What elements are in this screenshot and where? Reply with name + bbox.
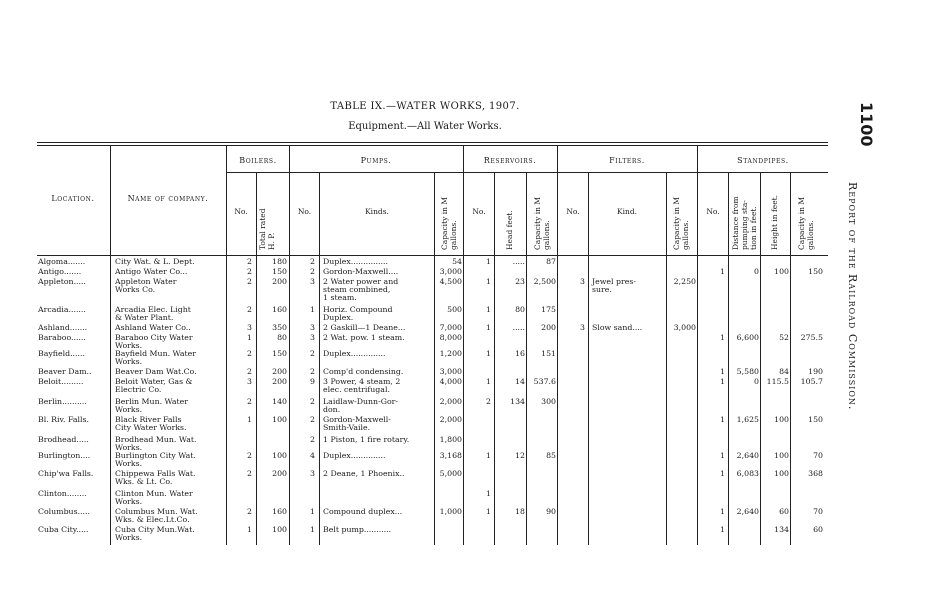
cell-pkind: Comp'd condensing. — [323, 367, 404, 376]
cell-bno: 3 — [247, 377, 252, 386]
cell-scap: 70 — [813, 507, 823, 516]
cell-fcap: 2,250 — [673, 277, 696, 286]
cell-sno: 1 — [720, 451, 725, 460]
cell-rhead: 16 — [515, 349, 525, 358]
cell-pkind: Horiz. Compound Duplex. — [323, 305, 393, 323]
cell-loc: Bl. Riv. Falls. — [38, 415, 89, 424]
cell-rhead: 14 — [515, 377, 525, 386]
cell-pcap: 7,000 — [439, 323, 462, 332]
cell-rcap: 85 — [546, 451, 556, 460]
cell-loc: Clinton........ — [38, 489, 87, 498]
cell-pkind: Duplex............... — [323, 257, 388, 266]
cell-rno: 1 — [486, 323, 491, 332]
cell-bno: 2 — [247, 257, 252, 266]
cell-rhead: 23 — [515, 277, 525, 286]
grid-vline — [790, 172, 791, 545]
cell-pkind: Gordon-Maxwell- Smith-Vaile. — [323, 415, 391, 433]
cell-rcap: 87 — [546, 257, 556, 266]
cell-loc: Bayfield...... — [38, 349, 85, 358]
header-boilers-no: No. — [234, 207, 248, 216]
cell-sdist: 1,625 — [736, 415, 759, 424]
header-fil-cap: Capacity in M gallons. — [672, 196, 690, 250]
cell-co: Black River Falls City Water Works. — [115, 415, 187, 433]
grid-vline — [526, 172, 527, 545]
cell-sno: 1 — [720, 367, 725, 376]
cell-pno: 2 — [310, 267, 315, 276]
cell-bno: 3 — [247, 323, 252, 332]
header-pumps-cap: Capacity in M gallons. — [440, 196, 458, 250]
cell-fno: 3 — [580, 277, 585, 286]
cell-rhead: 12 — [515, 451, 525, 460]
cell-rhead: 18 — [515, 507, 525, 516]
cell-pkind: Belt pump........... — [323, 525, 392, 534]
cell-rno: 1 — [486, 451, 491, 460]
cell-sh: 52 — [779, 333, 789, 342]
cell-loc: Cuba City..... — [38, 525, 89, 534]
cell-co: Berlin Mun. Water Works. — [115, 397, 189, 415]
cell-co: Columbus Mun. Wat. Wks. & Elec.Lt.Co. — [115, 507, 198, 525]
cell-fkind: Slow sand.... — [592, 323, 643, 332]
page-number: 1100 — [857, 102, 876, 147]
grid-hline — [226, 172, 828, 173]
header-rule — [37, 255, 828, 256]
cell-pcap: 1,200 — [439, 349, 462, 358]
cell-co: Beaver Dam Wat.Co. — [115, 367, 197, 376]
cell-bno: 2 — [247, 367, 252, 376]
cell-scap: 105.7 — [800, 377, 823, 386]
cell-bhp: 150 — [272, 349, 287, 358]
cell-pcap: 4,500 — [439, 277, 462, 286]
cell-bno: 2 — [247, 267, 252, 276]
cell-pkind: 1 Piston, 1 fire rotary. — [323, 435, 410, 444]
grid-vline — [494, 172, 495, 545]
cell-pcap: 2,000 — [439, 415, 462, 424]
cell-loc: Arcadia....... — [38, 305, 86, 314]
cell-co: Beloit Water, Gas & Electric Co. — [115, 377, 193, 395]
cell-loc: Ashland....... — [38, 323, 88, 332]
cell-bhp: 200 — [272, 367, 287, 376]
cell-sno: 1 — [720, 267, 725, 276]
cell-sdist: 0 — [754, 267, 759, 276]
cell-scap: 60 — [813, 525, 823, 534]
cell-pno: 3 — [310, 277, 315, 286]
cell-pno: 2 — [310, 349, 315, 358]
cell-loc: Berlin.......... — [38, 397, 87, 406]
table-subtitle: Equipment.—All Water Works. — [348, 121, 502, 132]
cell-loc: Columbus..... — [38, 507, 90, 516]
cell-bhp: 200 — [272, 277, 287, 286]
cell-loc: Baraboo...... — [38, 333, 86, 342]
cell-sh: 100 — [774, 267, 789, 276]
cell-bhp: 160 — [272, 507, 287, 516]
cell-bhp: 100 — [272, 415, 287, 424]
cell-co: Antigo Water Co... — [115, 267, 188, 276]
cell-co: Appleton Water Works Co. — [115, 277, 177, 295]
cell-pno: 2 — [310, 415, 315, 424]
cell-bhp: 160 — [272, 305, 287, 314]
cell-pcap: 500 — [447, 305, 462, 314]
cell-rhead: ..... — [512, 257, 525, 266]
cell-bhp: 100 — [272, 451, 287, 460]
cell-bno: 2 — [247, 349, 252, 358]
cell-bhp: 200 — [272, 469, 287, 478]
cell-bno: 2 — [247, 469, 252, 478]
cell-bhp: 350 — [272, 323, 287, 332]
grid-vline — [289, 145, 290, 545]
grid-vline — [256, 172, 257, 545]
header-pumps-no: No. — [297, 207, 312, 216]
cell-rcap: 2,500 — [533, 277, 556, 286]
cell-bno: 2 — [247, 397, 252, 406]
header-pumps: Pumps. — [360, 156, 392, 165]
cell-loc: Antigo....... — [38, 267, 82, 276]
header-standpipes: Standpipes. — [737, 156, 789, 165]
cell-pcap: 54 — [452, 257, 462, 266]
cell-pcap: 2,000 — [439, 397, 462, 406]
cell-pcap: 3,000 — [439, 267, 462, 276]
cell-bhp: 150 — [272, 267, 287, 276]
grid-vline — [697, 145, 698, 545]
cell-pno: 1 — [310, 507, 315, 516]
cell-scap: 275.5 — [800, 333, 823, 342]
cell-scap: 368 — [808, 469, 823, 478]
header-res-head: Head feet. — [505, 210, 514, 250]
cell-pno: 3 — [310, 323, 315, 332]
cell-pno: 3 — [310, 469, 315, 478]
header-sp-dist: Distance from pumping sta- tion in feet. — [731, 196, 758, 250]
cell-pcap: 5,000 — [439, 469, 462, 478]
cell-co: Brodhead Mun. Wat. Works. — [115, 435, 197, 453]
cell-sno: 1 — [720, 525, 725, 534]
cell-scap: 70 — [813, 451, 823, 460]
header-sp-height: Height in feet. — [770, 194, 779, 250]
cell-scap: 150 — [808, 415, 823, 424]
header-sp-cap: Capacity in M gallons. — [797, 196, 815, 250]
cell-rno: 1 — [486, 377, 491, 386]
cell-rhead: 134 — [510, 397, 525, 406]
cell-pkind: Compound duplex... — [323, 507, 403, 516]
cell-rcap: 300 — [541, 397, 556, 406]
cell-pkind: 2 Water power and steam combined, 1 steam. — [323, 277, 399, 303]
header-boilers: Boilers. — [239, 156, 277, 165]
header-filters: Filters. — [609, 156, 645, 165]
cell-sdist: 2,640 — [736, 507, 759, 516]
cell-pcap: 4,000 — [439, 377, 462, 386]
cell-pno: 4 — [310, 451, 315, 460]
cell-sno: 1 — [720, 469, 725, 478]
cell-co: Burlington City Wat. Works. — [115, 451, 196, 469]
cell-sdist: 6,083 — [736, 469, 759, 478]
cell-rcap: 200 — [541, 323, 556, 332]
cell-pno: 2 — [310, 367, 315, 376]
header-company: Name of company. — [127, 194, 209, 203]
cell-pno: 3 — [310, 333, 315, 342]
cell-loc: Chip'wa Falls. — [38, 469, 94, 478]
top-rule-2 — [37, 145, 828, 146]
cell-sh: 60 — [779, 507, 789, 516]
cell-pkind: Laidlaw-Dunn-Gor- don. — [323, 397, 398, 415]
header-res-no: No. — [472, 207, 486, 216]
cell-co: Clinton Mun. Water Works. — [115, 489, 193, 507]
cell-pno: 2 — [310, 257, 315, 266]
cell-scap: 190 — [808, 367, 823, 376]
cell-sh: 100 — [774, 469, 789, 478]
cell-rcap: 151 — [541, 349, 556, 358]
cell-sh: 100 — [774, 415, 789, 424]
header-res-cap: Capacity in M gallons. — [533, 196, 551, 250]
cell-rno: 1 — [486, 277, 491, 286]
cell-pkind: Gordon-Maxwell.... — [323, 267, 399, 276]
grid-vline — [319, 172, 320, 545]
cell-pno: 2 — [310, 435, 315, 444]
running-head: Report of the Railroad Commission. — [846, 182, 859, 411]
cell-sh: 100 — [774, 451, 789, 460]
cell-fno: 3 — [580, 323, 585, 332]
cell-co: Chippewa Falls Wat. Wks. & Lt. Co. — [115, 469, 196, 487]
cell-rno: 1 — [486, 305, 491, 314]
grid-vline — [110, 145, 111, 545]
cell-bno: 1 — [247, 415, 252, 424]
cell-pkind: 2 Gaskill—1 Deane... — [323, 323, 406, 332]
cell-bno: 2 — [247, 277, 252, 286]
cell-loc: Burlington.... — [38, 451, 91, 460]
cell-sno: 1 — [720, 507, 725, 516]
cell-sdist: 5,580 — [736, 367, 759, 376]
cell-bhp: 80 — [277, 333, 287, 342]
cell-rhead: 80 — [515, 305, 525, 314]
cell-pkind: 3 Power, 4 steam, 2 elec. centrifugal. — [323, 377, 401, 395]
cell-pkind: Duplex.............. — [323, 451, 386, 460]
header-location: Location. — [51, 194, 95, 203]
cell-bno: 2 — [247, 451, 252, 460]
cell-pkind: 2 Deane, 1 Phoenix.. — [323, 469, 405, 478]
grid-vline — [463, 145, 464, 545]
cell-pno: 2 — [310, 397, 315, 406]
cell-pno: 1 — [310, 305, 315, 314]
cell-sdist: 2,640 — [736, 451, 759, 460]
cell-pno: 9 — [310, 377, 315, 386]
cell-pcap: 1,000 — [439, 507, 462, 516]
cell-co: Bayfield Mun. Water Works. — [115, 349, 197, 367]
cell-sno: 1 — [720, 333, 725, 342]
top-rule — [37, 142, 828, 143]
cell-pcap: 3,168 — [439, 451, 462, 460]
grid-vline — [760, 172, 761, 545]
cell-bno: 1 — [247, 333, 252, 342]
cell-loc: Algoma....... — [38, 257, 86, 266]
header-fil-kind: Kind. — [616, 207, 638, 216]
cell-rcap: 537.6 — [533, 377, 556, 386]
header-reservoirs: Reservoirs. — [483, 156, 537, 165]
cell-fkind: Jewel pres- sure. — [592, 277, 636, 295]
cell-pno: 1 — [310, 525, 315, 534]
cell-scap: 150 — [808, 267, 823, 276]
cell-fcap: 3,000 — [673, 323, 696, 332]
cell-bno: 2 — [247, 507, 252, 516]
cell-bhp: 200 — [272, 377, 287, 386]
cell-bhp: 140 — [272, 397, 287, 406]
grid-vline — [557, 145, 558, 545]
grid-vline — [728, 172, 729, 545]
header-sp-no: No. — [706, 207, 720, 216]
cell-co: Cuba City Mun.Wat. Works. — [115, 525, 195, 543]
grid-vline — [666, 172, 667, 545]
cell-rno: 2 — [486, 397, 491, 406]
cell-sh: 134 — [774, 525, 789, 534]
cell-co: Ashland Water Co.. — [115, 323, 191, 332]
cell-rcap: 90 — [546, 507, 556, 516]
cell-bhp: 100 — [272, 525, 287, 534]
cell-sdist: 0 — [754, 377, 759, 386]
cell-pkind: Duplex.............. — [323, 349, 386, 358]
cell-loc: Beaver Dam.. — [38, 367, 92, 376]
cell-co: Baraboo City Water Works. — [115, 333, 193, 351]
cell-co: Arcadia Elec. Light & Water Plant. — [115, 305, 191, 323]
cell-rno: 1 — [486, 489, 491, 498]
cell-rcap: 175 — [541, 305, 556, 314]
cell-sno: 1 — [720, 377, 725, 386]
header-fil-no: No. — [566, 207, 580, 216]
cell-sh: 115.5 — [766, 377, 789, 386]
cell-pkind: 2 Wat. pow. 1 steam. — [323, 333, 405, 342]
cell-bhp: 180 — [272, 257, 287, 266]
cell-pcap: 3,000 — [439, 367, 462, 376]
grid-vline — [588, 172, 589, 545]
cell-pcap: 8,000 — [439, 333, 462, 342]
cell-rno: 1 — [486, 349, 491, 358]
header-pumps-kinds: Kinds. — [365, 207, 389, 216]
cell-loc: Appleton..... — [38, 277, 86, 286]
cell-sno: 1 — [720, 415, 725, 424]
cell-rno: 1 — [486, 507, 491, 516]
cell-pcap: 1,800 — [439, 435, 462, 444]
cell-loc: Brodhead..... — [38, 435, 89, 444]
cell-bno: 2 — [247, 305, 252, 314]
cell-sdist: 6,600 — [736, 333, 759, 342]
cell-sh: 84 — [779, 367, 789, 376]
cell-rhead: ..... — [512, 323, 525, 332]
header-boilers-hp: Total rated H. P. — [258, 208, 276, 250]
cell-loc: Beloit......... — [38, 377, 84, 386]
cell-bno: 1 — [247, 525, 252, 534]
cell-rno: 1 — [486, 257, 491, 266]
cell-co: City Wat. & L. Dept. — [115, 257, 195, 266]
grid-vline — [434, 172, 435, 545]
table-title: TABLE IX.—WATER WORKS, 1907. — [330, 101, 520, 112]
